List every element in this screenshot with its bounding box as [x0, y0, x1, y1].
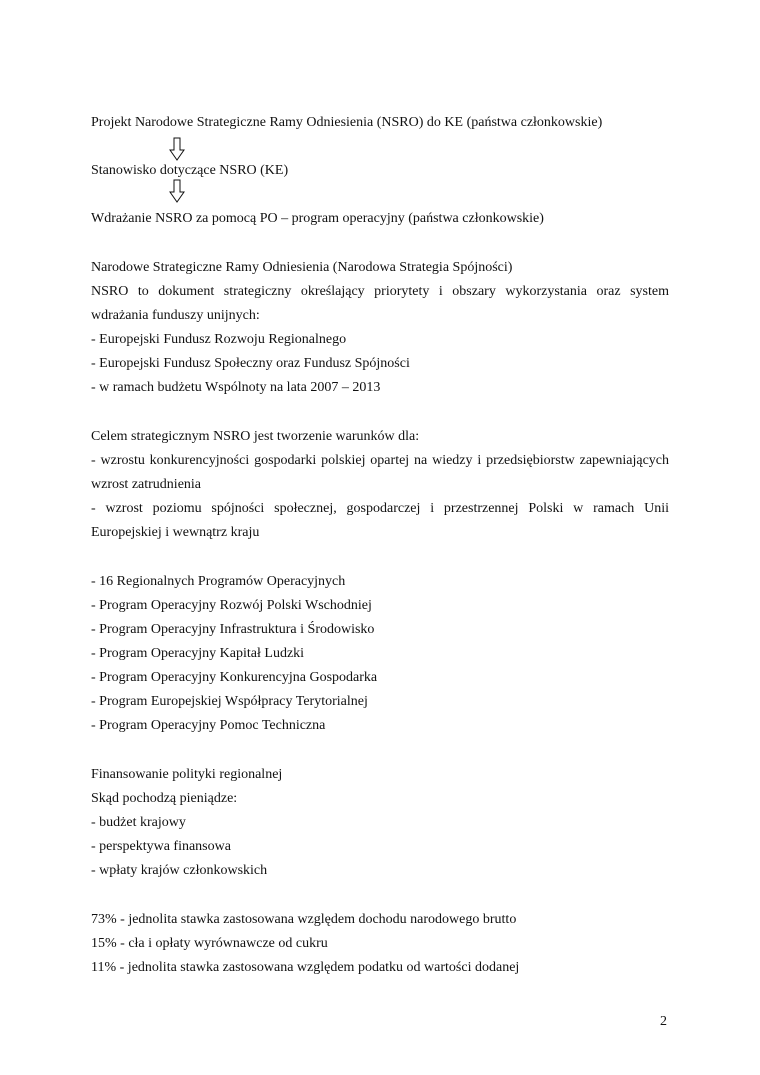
page-number: 2	[660, 1014, 667, 1029]
nsro-list-item: - w ramach budżetu Wspólnoty na lata 2007 – 2013	[91, 380, 381, 395]
program-list-item: - Program Operacyjny Pomoc Techniczna	[91, 718, 326, 733]
flow-step-2: Stanowisko dotyczące NSRO (KE)	[91, 163, 289, 178]
share-line: 11% - jednolita stawka zastosowana względem podatku od wartości dodanej	[91, 960, 520, 975]
flow-step-1: Projekt Narodowe Strategiczne Ramy Odniesienia (NSRO) do KE (państwa członkowskie)	[91, 115, 603, 130]
funding-source-item: - wpłaty krajów członkowskich	[91, 863, 268, 878]
funding-source-item: - budżet krajowy	[91, 815, 186, 830]
share-line: 73% - jednolita stawka zastosowana względem dochodu narodowego brutto	[91, 912, 517, 927]
nsro-heading: Narodowe Strategiczne Ramy Odniesienia (Narodowa Strategia Spójności)	[91, 260, 513, 275]
goal-1-line-1: - wzrostu konkurencyjności gospodarki polskiej opartej na wiedzy i przedsiębiorstw zapewniających	[91, 453, 669, 468]
funding-question: Skąd pochodzą pieniądze:	[91, 791, 238, 806]
funding-source-item: - perspektywa finansowa	[91, 839, 231, 854]
flow-step-3: Wdrażanie NSRO za pomocą PO – program operacyjny (państwa członkowskie)	[91, 211, 544, 226]
nsro-list-item: - Europejski Fundusz Rozwoju Regionalnego	[91, 332, 347, 347]
down-arrow-icon	[169, 179, 185, 203]
program-list-item: - Program Operacyjny Kapitał Ludzki	[91, 646, 305, 661]
nsro-list-item: - Europejski Fundusz Społeczny oraz Fundusz Spójności	[91, 356, 410, 371]
goal-2-line-1: - wzrost poziomu spójności społecznej, gospodarczej i przestrzennej Polski w ramach Unii	[91, 501, 669, 516]
nsro-description-line-1: NSRO to dokument strategiczny określający priorytety i obszary wykorzystania oraz system	[91, 284, 669, 299]
program-list-item: - Program Operacyjny Konkurencyjna Gospodarka	[91, 670, 378, 685]
goals-heading: Celem strategicznym NSRO jest tworzenie warunków dla:	[91, 429, 420, 444]
nsro-description-line-2: wdrażania funduszy unijnych:	[91, 308, 260, 323]
share-line: 15% - cła i opłaty wyrównawcze od cukru	[91, 936, 328, 951]
program-list-item: - 16 Regionalnych Programów Operacyjnych	[91, 574, 346, 589]
program-list-item: - Program Operacyjny Rozwój Polski Wschodniej	[91, 598, 372, 613]
funding-heading: Finansowanie polityki regionalnej	[91, 767, 283, 782]
goal-2-line-2: Europejskiej i wewnątrz kraju	[91, 525, 260, 540]
program-list-item: - Program Operacyjny Infrastruktura i Środowisko	[91, 622, 375, 637]
down-arrow-icon	[169, 137, 185, 161]
goal-1-line-2: wzrost zatrudnienia	[91, 477, 202, 492]
program-list-item: - Program Europejskiej Współpracy Terytorialnej	[91, 694, 368, 709]
